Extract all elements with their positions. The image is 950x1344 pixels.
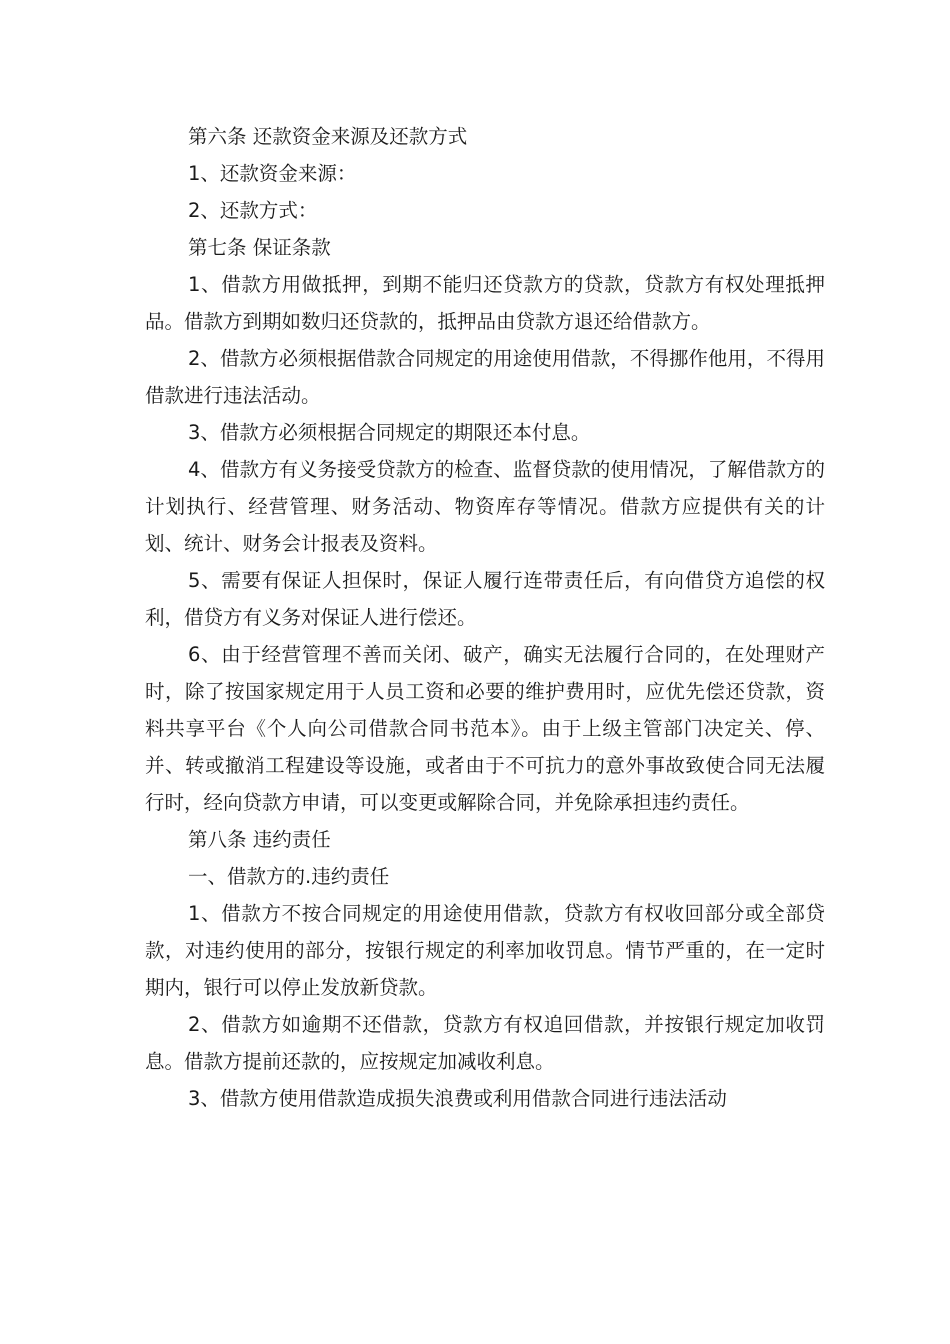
repayment-method-item: 2、还款方式： [188,199,318,222]
guarantee-clause-6: 6、由于经营管理不善而关闭、破产，确实无法履行合同的，在处理财产时，除了按国家规定用于人员工资和必要的维护费用时，应优先偿还贷款，资料共享平台《个人向公司借款合同书范本》。由于上级主管部门决定关、停、并、转或撤消工程建设等设施，或者由于不可抗力的意外事故致使合同无法履行时，经向贷款方申请，可以变更或解除合同，并免除承担违约责任。 [145,643,825,814]
guarantee-clause-2: 2、借款方必须根据借款合同规定的用途使用借款，不得挪作他用，不得用借款进行违法活动。 [145,347,825,407]
document-body [145,118,825,1117]
guarantee-clause-4: 4、借款方有义务接受贷款方的检查、监督贷款的使用情况，了解借款方的计划执行、经营管理、财务活动、物资库存等情况。借款方应提供有关的计划、统计、财务会计报表及资料。 [145,458,825,555]
liability-clause-2: 2、借款方如逾期不还借款，贷款方有权追回借款，并按银行规定加收罚息。借款方提前还款的，应按规定加减收利息。 [145,1013,825,1073]
repayment-source-item: 1、还款资金来源： [188,162,357,185]
guarantee-clause-5: 5、需要有保证人担保时，保证人履行连带责任后，有向借贷方追偿的权利，借贷方有义务对保证人进行偿还。 [145,569,825,629]
liability-clause-3: 3、借款方使用借款造成损失浪费或利用借款合同进行违法活动 [188,1087,727,1110]
article-7-heading: 第七条 保证条款 [188,236,331,259]
guarantee-clause-1: 1、借款方用做抵押，到期不能归还贷款方的贷款，贷款方有权处理抵押品。借款方到期如数归还贷款的，抵押品由贷款方退还给借款方。 [145,273,825,333]
liability-clause-1: 1、借款方不按合同规定的用途使用借款，贷款方有权收回部分或全部贷款，对违约使用的部分，按银行规定的利率加收罚息。情节严重的，在一定时期内，银行可以停止发放新贷款。 [145,902,825,999]
guarantee-clause-3: 3、借款方必须根据合同规定的期限还本付息。 [188,421,591,444]
article-8-heading: 第八条 违约责任 [188,828,331,851]
article-6-heading: 第六条 还款资金来源及还款方式 [188,125,468,148]
borrower-liability-heading: 一、借款方的.违约责任 [188,865,390,888]
